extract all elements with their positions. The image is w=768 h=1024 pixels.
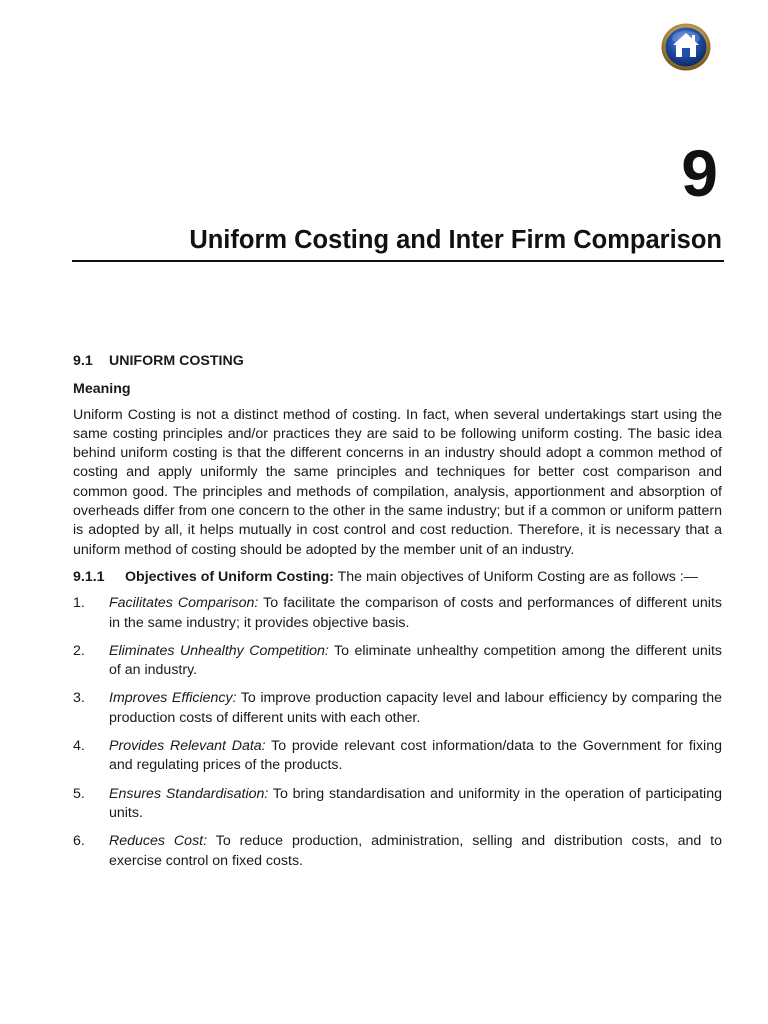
chapter-title: Uniform Costing and Inter Firm Comparison (189, 226, 722, 254)
list-item (73, 737, 722, 776)
meaning-heading: Meaning (73, 381, 131, 398)
objectives-list (73, 594, 722, 871)
page-content (73, 352, 722, 880)
list-item-text: To facilitate the comparison of costs and performances of different units in the same industry; it provides objective basis. (109, 595, 722, 631)
list-item (73, 594, 722, 633)
objectives-label: Objectives of Uniform Costing: (125, 568, 334, 585)
list-item-number: 2. (73, 642, 85, 659)
title-divider (72, 260, 724, 262)
section-heading (73, 352, 722, 371)
list-item-term: Reduces Cost: (109, 833, 208, 850)
list-item-number: 4. (73, 738, 85, 755)
list-item-text: To reduce production, administration, selling and distribution costs, and to exercise control on fixed costs. (109, 833, 723, 869)
list-item-body (109, 689, 722, 728)
home-icon (661, 23, 711, 71)
home-button[interactable] (661, 23, 711, 71)
list-item-body (109, 737, 722, 776)
list-item (73, 832, 722, 871)
list-item-number: 6. (73, 833, 85, 850)
list-item-body (109, 785, 722, 824)
list-item-term: Eliminates Unhealthy Competition: (109, 642, 329, 659)
section-title: UNIFORM COSTING (109, 353, 244, 369)
list-item-text: To improve production capacity level and labour efficiency by comparing the production costs of different units with each other. (109, 690, 722, 726)
list-item-term: Ensures Standardisation: (109, 785, 269, 802)
list-item-number: 5. (73, 785, 85, 802)
list-item-text: To bring standardisation and uniformity in the operation of participating units. (109, 785, 722, 821)
list-item-number: 3. (73, 690, 85, 707)
list-item-term: Improves Efficiency: (109, 690, 237, 707)
list-item-text: To eliminate unhealthy competition among the different units of an industry. (109, 642, 723, 679)
list-item-term: Facilitates Comparison: (109, 595, 259, 612)
list-item (73, 785, 722, 824)
section-number: 9.1 (73, 353, 93, 369)
list-item-body (109, 642, 722, 681)
meaning-paragraph: Uniform Costing is not a distinct method of costing. In fact, when several undertakings start using the same costing principles and/or practices they are said to be following uniform costing. The basic idea behind uniform costing is that the different concerns in an industry should adopt a common method of costing and apply uniformly the same principles and techniques for better cost comparison and common good. The principles and methods of compilation, analysis, apportionment and absorption of overheads differ from one concern to the other in the same industry; but if a common or uniform pattern is adopted by all, it helps mutually in cost control and cost reduction. Therefore, it is necessary that a uniform method of costing should be adopted by the member unit of an industry. (73, 406, 722, 558)
chapter-number: 9 (681, 136, 718, 210)
list-item (73, 642, 722, 681)
objectives-intro-text: The main objectives of Uniform Costing are as follows :— (337, 568, 698, 585)
list-item-body (109, 594, 722, 633)
list-item-body (109, 832, 722, 871)
objectives-number: 9.1.1 (73, 568, 105, 585)
list-item-text: To provide relevant cost information/data to the Government for fixing and regulating prices of the products. (109, 738, 722, 774)
list-item-number: 1. (73, 595, 85, 612)
objectives-intro (73, 568, 722, 587)
list-item-term: Provides Relevant Data: (109, 738, 266, 755)
list-item (73, 689, 722, 728)
